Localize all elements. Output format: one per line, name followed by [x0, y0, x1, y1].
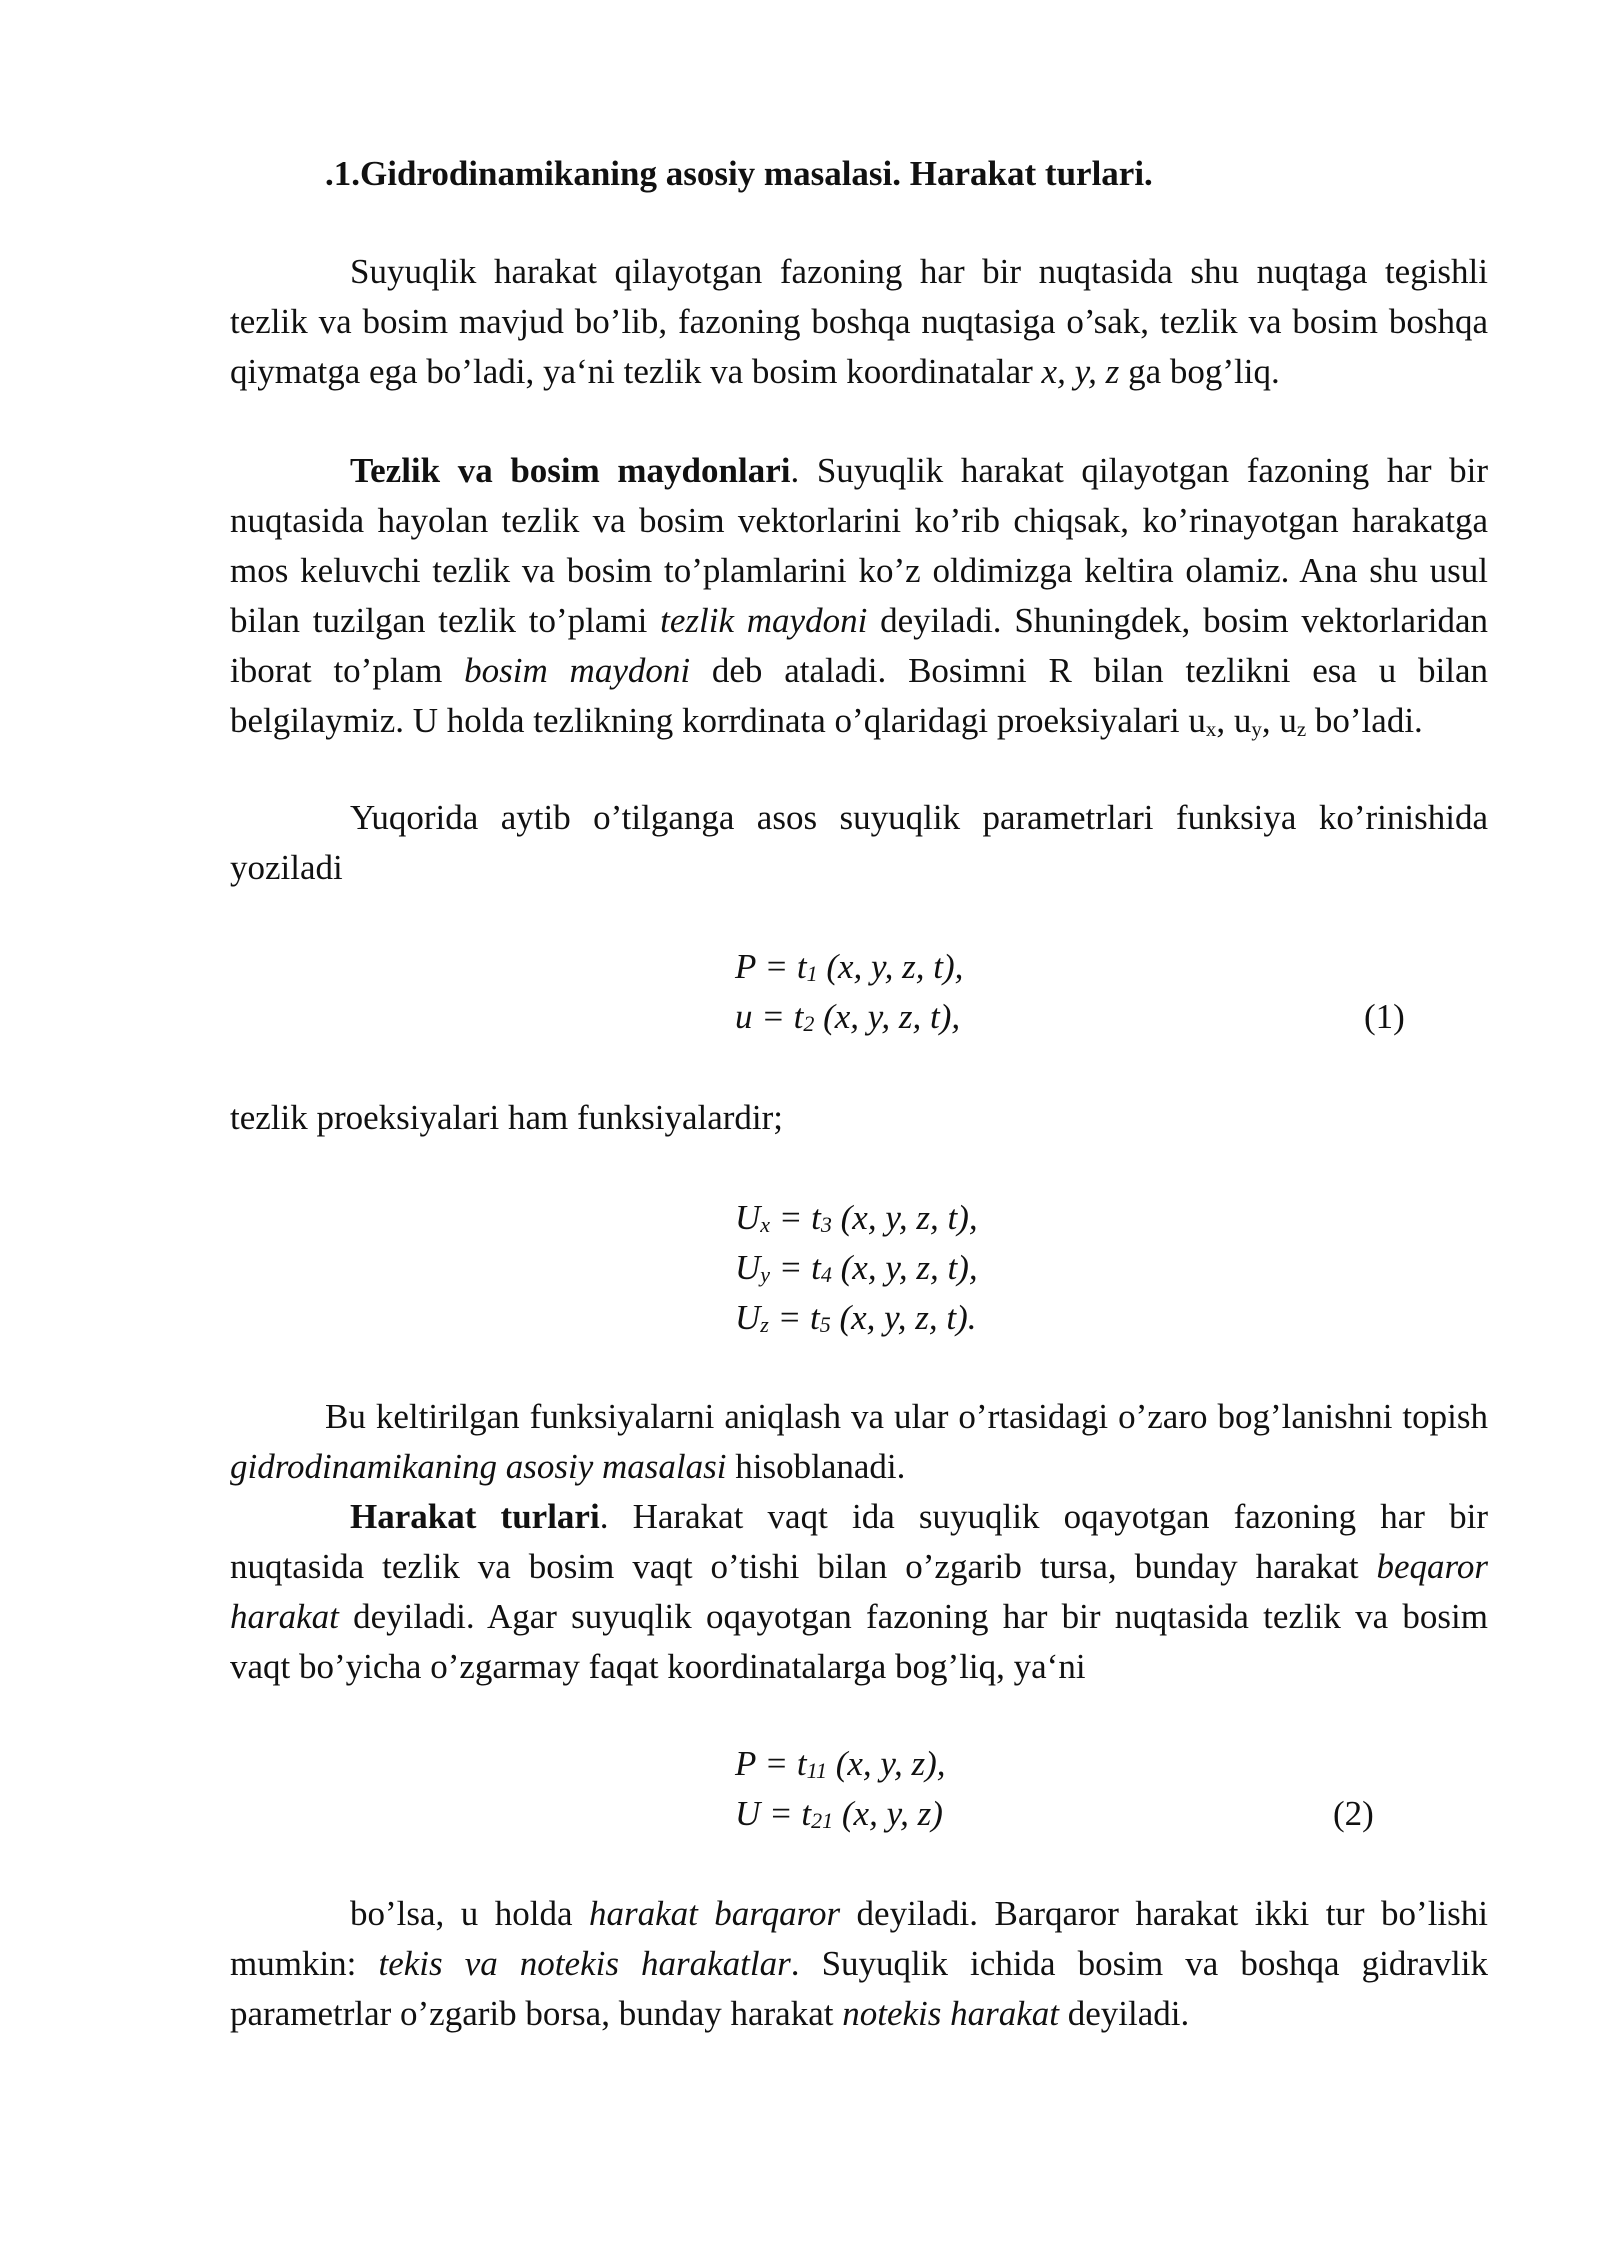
paragraph-text: , u: [1216, 701, 1252, 740]
formula-text: (x, y, z, t),: [814, 997, 961, 1036]
equation-ux: [735, 1193, 978, 1243]
paragraph-text: bo’lsa, u holda: [350, 1894, 589, 1933]
formula-text: = t: [770, 1198, 821, 1237]
paragraph-text: ga bog’liq.: [1119, 352, 1280, 391]
term-italic: bosim maydoni: [464, 651, 691, 690]
term-bold: Harakat turlari: [350, 1497, 600, 1536]
paragraph-text: Bu keltirilgan funksiyalarni aniqlash va ular o’rtasidagi o’zaro bog’lanishni topish: [325, 1397, 1488, 1436]
term-italic: notekis harakat: [842, 1994, 1059, 2033]
paragraph-text: bo’ladi.: [1306, 701, 1423, 740]
formula-subscript: z: [760, 1312, 769, 1337]
equation-uy: [735, 1243, 978, 1293]
formula-text: P = t: [735, 947, 807, 986]
formula-text: U: [735, 1248, 761, 1287]
paragraph-text: deyiladi.: [1059, 1994, 1190, 2033]
term-bold: Tezlik va bosim maydonlari: [350, 451, 791, 490]
formula-text: U = t: [735, 1794, 812, 1833]
formula-subscript: 2: [803, 1011, 815, 1036]
section-heading: .1.Gidrodinamikaning asosiy masalasi. Harakat turlari.: [325, 154, 1153, 193]
formula-subscript: y: [760, 1262, 771, 1287]
paragraph-main-problem: [230, 1392, 1488, 1492]
equation-uz: [735, 1293, 976, 1343]
formula-text: U: [735, 1198, 761, 1237]
paragraph-text: Suyuqlik harakat qilayotgan fazoning har bir nuqtasida shu nuqtaga tegishli tezlik va bosim mavjud bo’lib, fazoning boshqa nuqtasiga o’sak, tezlik va bosim boshqa qiymatga ega bo’ladi, ya‘ni tezlik va bosim koordinatalar: [230, 252, 1488, 391]
formula-text: (x, y, z, t).: [830, 1298, 977, 1337]
formula-subscript: 3: [820, 1212, 832, 1237]
equation-number-1: (1): [1364, 997, 1405, 1036]
formula-subscript: 21: [811, 1808, 834, 1833]
equation-number-2: (2): [1333, 1794, 1374, 1833]
subscript: x: [1205, 717, 1217, 741]
formula-text: (x, y, z, t),: [831, 1198, 978, 1237]
subscript: z: [1296, 717, 1307, 741]
equation-1-line-1: [735, 942, 963, 992]
formula-text: (x, y, z, t),: [817, 947, 964, 986]
paragraph-text: , u: [1261, 701, 1297, 740]
paragraph-text: Yuqorida aytib o’tilganga asos suyuqlik parametrlari funksiya ko’rinishida yoziladi: [230, 798, 1488, 887]
formula-subscript: 11: [806, 1758, 827, 1783]
formula-subscript: 5: [819, 1312, 831, 1337]
subscript: y: [1251, 717, 1262, 741]
formula-subscript: 4: [820, 1262, 832, 1287]
formula-text: (x, y, z, t),: [831, 1248, 978, 1287]
paragraph-text: . Suyuqlik harakat qilayotgan fazoning har bir nuqtasida hayolan tezlik va bosim vektorlarini ko’rib chiqsak, ko’rinayotgan harakatga mos keluvchi tezlik va bosim to’plamlarini ko’z oldimizga keltira olamiz. Ana shu usul bilan tuzilgan tezlik to’plami: [230, 451, 1488, 640]
formula-text: P = t: [735, 1744, 807, 1783]
formula-subscript: x: [760, 1212, 771, 1237]
equation-1-line-2: [735, 992, 960, 1042]
paragraph-text: . Harakat vaqt ida suyuqlik oqayotgan fazoning har bir nuqtasida tezlik va bosim vaqt o’tishi bilan o’zgarib tursa, bunday harakat: [230, 1497, 1488, 1586]
paragraph-text: hisoblanadi.: [726, 1447, 906, 1486]
paragraph-text: deyiladi. Agar suyuqlik oqayotgan fazoning har bir nuqtasida tezlik va bosim vaqt bo’yicha o’zgarmay faqat koordinatalarga bog’liq, ya‘ni: [230, 1597, 1488, 1686]
paragraph-functions: [230, 793, 1488, 893]
term-italic: harakat barqaror: [588, 1894, 841, 1933]
paragraph-motion-types: [230, 1492, 1488, 1692]
equation-2-line-1: [735, 1739, 946, 1789]
paragraph-fields: [230, 446, 1488, 746]
paragraph-intro: [230, 247, 1488, 397]
formula-text: u = t: [735, 997, 804, 1036]
formula-subscript: 1: [806, 961, 818, 986]
formula-text: = t: [768, 1298, 820, 1337]
formula-text: (x, y, z),: [826, 1744, 946, 1783]
term-italic: beqaror harakat: [230, 1547, 1488, 1636]
formula-text: U: [735, 1298, 761, 1337]
paragraph-text: . Suyuqlik ichida bosim va boshqa gidravlik parametrlar o’zgarib borsa, bunday harakat: [230, 1944, 1488, 2033]
paragraph-steady-motion: [230, 1889, 1488, 2039]
term-italic: tezlik maydoni: [660, 601, 868, 640]
formula-text: = t: [770, 1248, 821, 1287]
formula-text: (x, y, z): [833, 1794, 943, 1833]
coordinates-italic: x, y, z: [1041, 352, 1120, 391]
term-italic: tekis va notekis harakatlar: [378, 1944, 791, 1983]
paragraph-projections: tezlik proeksiyalari ham funksiyalardir;: [230, 1098, 784, 1137]
term-italic: gidrodinamikaning asosiy masalasi: [230, 1447, 727, 1486]
paragraph-text: deyiladi. Shuningdek, bosim vektorlaridan iborat to’plam: [230, 601, 1488, 690]
paragraph-text: deb ataladi. Bosimni R bilan tezlikni esa u bilan belgilaymiz. U holda tezlikning korrdinata o’qlaridagi proeksiyalari u: [230, 651, 1489, 740]
equation-2-line-2: [735, 1789, 943, 1839]
paragraph-text: deyiladi. Barqaror harakat ikki tur bo’lishi mumkin:: [230, 1894, 1488, 1983]
